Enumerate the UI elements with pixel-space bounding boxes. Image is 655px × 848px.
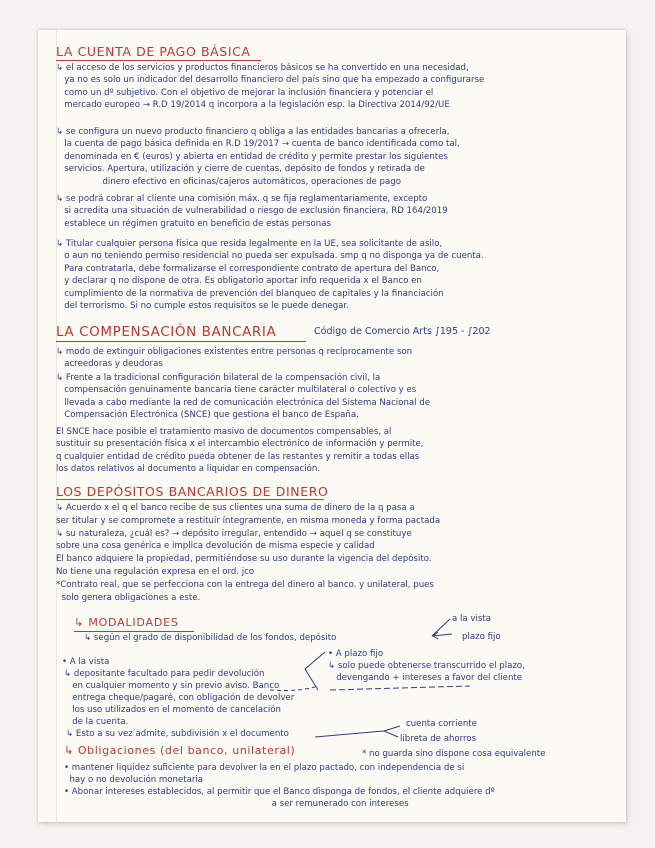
a-la-vista-description: ↳ depositante facultado para pedir devolución en cualquier momento y sin previo aviso. Banco entrega cheque/pagaré, con obligación de devolver los uso utilizados en el momento de cancelación de la cuenta. xyxy=(64,669,295,727)
modalidades-subtitle: ↳ según el grado de disponibilidad de los fondos, depósito xyxy=(84,633,337,643)
paragraph-nuevo-producto: ↳ se configura un nuevo producto financiero q obliga a las entidades bancarias a ofrecerla, la cuenta de pago básica definida en R.D 19/2017 → cuenta de banco identificada como tal, denominada en € (euros) y abierta en entidad de crédito y permite prestar los siguientes servicios. Apertura, utilización y cierre de cuentas, depósito de fondos y retirada de dinero efectivo en oficinas/cajeros automáticos, operaciones de pago xyxy=(56,127,460,187)
section-title-cuenta-pago: LA CUENTA DE PAGO BÁSICA xyxy=(56,44,251,59)
paragraph-snce: El SNCE hace posible el tratamiento masivo de documentos compensables, al sustituir su presentación física x el intercambio electrónico de información y permite, q cualquier entidad de crédito pueda obtener de las restantes y remitir a todas ellas los datos relativos al documento a liquidar en compensación. xyxy=(56,427,424,475)
modalidad-a-la-vista: a la vista xyxy=(452,614,491,624)
a-la-vista-heading: • A la vista xyxy=(62,657,110,667)
paragraph-modo-extinguir: ↳ modo de extinguir obligaciones existentes entre personas q recíprocamente son acreedoras y deudoras xyxy=(56,347,413,370)
modalidad-plazo-fijo: plazo fijo xyxy=(462,632,501,642)
section-title-compensacion: LA COMPENSACIÓN BANCARIA xyxy=(56,324,277,340)
plazo-fijo-description: ↳ solo puede obtenerse transcurrido el plazo, devengando + intereses a favor del cliente xyxy=(328,661,525,683)
subtipo-cuenta-corriente: cuenta corriente xyxy=(406,719,477,729)
paragraph-frente-tradicional: ↳ Frente a la tradicional configuración bilateral de la compensación civil, la compensación genuinamente bancaria tiene carácter multilateral o colectivo y es llevada a cabo mediante la red de comunicación electrónica del Sistema Nacional de Compensación Electrónica (SNCE) que gestiona el banco de España. xyxy=(56,373,431,421)
obligacion-intereses: • Abonar intereses establecidos, al permitir que el Banco disponga de fondos, el cliente adquiere dº a ser remunerado con intereses xyxy=(64,787,495,809)
arrow-strokes xyxy=(270,619,470,737)
modalidades-heading: ↳ MODALIDADES xyxy=(74,616,179,629)
obligaciones-heading: ↳ Obligaciones (del banco, unilateral) xyxy=(64,744,296,757)
paragraph-acceso-servicios: ↳ el acceso de los servicios y productos financieros básicos se ha convertido en una necesidad, ya no es solo un indicador del desarrollo financiero del país sino que ha empezado a configurarse como un dº subjetivo. Con el objetivo de mejorar la inclusión financiera y potenciar el mercado europeo → R.D 19/2014 q incorpora a la legislación esp. la Directiva 2014/92/UE xyxy=(56,63,485,111)
codigo-comercio-reference: Código de Comercio Arts ∫195 - ∫202 xyxy=(314,326,491,337)
obligaciones-note: * no guarda sino dispone cosa equivalente xyxy=(362,749,546,759)
paragraph-comision: ↳ se podrá cobrar al cliente una comisión máx. q se fija reglamentariamente, excepto si acredita una situación de vulnerabilidad o riesgo de exclusión financiera, RD 164/2019 establece un régimen gratuito en beneficio de estas personas xyxy=(56,194,448,229)
plazo-fijo-heading: • A plazo fijo xyxy=(328,649,384,659)
subtipo-libreta-ahorros: libreta de ahorros xyxy=(400,734,477,744)
paragraph-acuerdo-deposito: ↳ Acuerdo x el q el banco recibe de sus clientes una suma de dinero de la q pasa a ser titular y se compromete a restituir íntegramente, en misma moneda y forma pactada ↳ su naturaleza, ¿cuál es? → depósito irregular, entendido → aquel q se constituye sobre una cosa genérica e implica devolución de misma especie y calidad El banco adquiere la propiedad, permitiéndose su uso durante la vigencia del depósito. No tiene una regulación expresa en el ord. jco *Contrato real, que se perfecciona con la entrega del dinero al banco. y unilateral, pues solo genera obligaciones a este. xyxy=(56,503,441,603)
obligacion-liquidez: • mantener liquidez suficiente para devolver la en el plazo pactado, con independencia de si hay o no devolución monetaria xyxy=(64,763,465,785)
section-title-depositos: LOS DEPÓSITOS BANCARIOS DE DINERO xyxy=(56,484,329,499)
subdivision-note: ↳ Esto a su vez admite, subdivisión x el documento xyxy=(66,729,289,739)
paragraph-titular: ↳ Titular cualquier persona física que resida legalmente en la UE, sea solicitante de asilo, o aun no teniendo permiso residencial no pueda ser expulsada. smp q no disponga ya de cuenta. Para contratarla, debe formalizarse el correspondiente contrato de apertura del Banco, y declarar q no dispone de otra. Es obligatorio aportar info requerida x el Banco en cumplimiento de la normativa de prevención del blanqueo de capitales y la financiación del terrorismo. Si no cumple estos requisitos se le puede denegar. xyxy=(56,239,484,312)
